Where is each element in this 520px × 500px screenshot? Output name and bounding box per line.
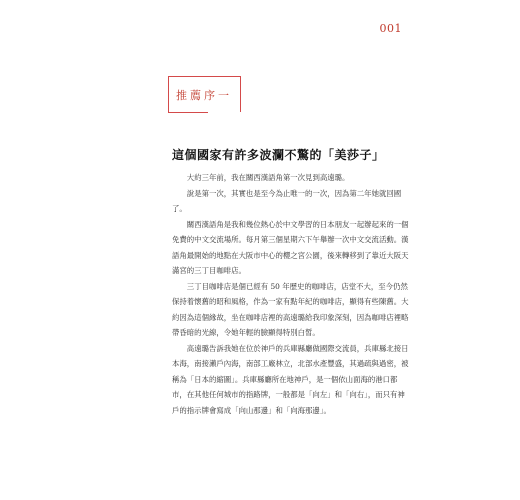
- section-badge: [168, 76, 240, 112]
- paragraph: 關西漢語角是我和幾位熱心於中文學習的日本朋友一起辦起來的一個免費的中文交流場所。每月第三個星期六下午舉辦一次中文交流活動。漢語角最開始的地點在大阪市中心的櫻之宮公園，後來轉移到了靠近大阪天滿宮的三丁目咖啡店。: [172, 219, 409, 275]
- paragraph: 高遠璐告訴我她在位於神戶的兵庫縣廳做國際交流員，兵庫縣北接日本海，南接瀨戶內海，南部工廠林立，北部水產豐盛，其過疏與過密，被稱為「日本的縮圖」。兵庫縣廳所在地神戶，是一個依山面海的港口都市，在其他任何城市的指路牌，一般都是「向左」和「向右」，而只有神戶的指示牌會寫成「向山那邊」和「向海那邊」。: [172, 343, 409, 415]
- page-number: 001: [379, 22, 402, 35]
- paragraph: 三丁目咖啡店是個已經有 50 年歷史的咖啡店，店堂不大，至今仍然保持着懷舊的昭和風格，作為一家有點年紀的咖啡店，顯得有些陳舊。大約因為這個緣故，坐在咖啡店裡的高遠璐給我印象深刻，因為咖啡店裡略帶昏暗的光線，令她年輕的臉顯得特別白皙。: [172, 281, 409, 337]
- section-label: 推薦序一: [176, 89, 232, 102]
- paragraph: 說是第一次，其實也是至今為止唯一的一次，因為第二年她就回國了。: [172, 188, 402, 213]
- badge-border-bottom: [168, 112, 208, 113]
- chapter-title: 這個國家有許多波瀾不驚的「美莎子」: [172, 148, 385, 162]
- badge-border-right: [240, 76, 241, 112]
- paragraph: 大約三年前，我在關西漢語角第一次見到高遠璐。: [186, 173, 350, 182]
- body-text: [172, 170, 410, 418]
- badge-border-top: [168, 76, 240, 77]
- badge-border-left: [168, 76, 169, 112]
